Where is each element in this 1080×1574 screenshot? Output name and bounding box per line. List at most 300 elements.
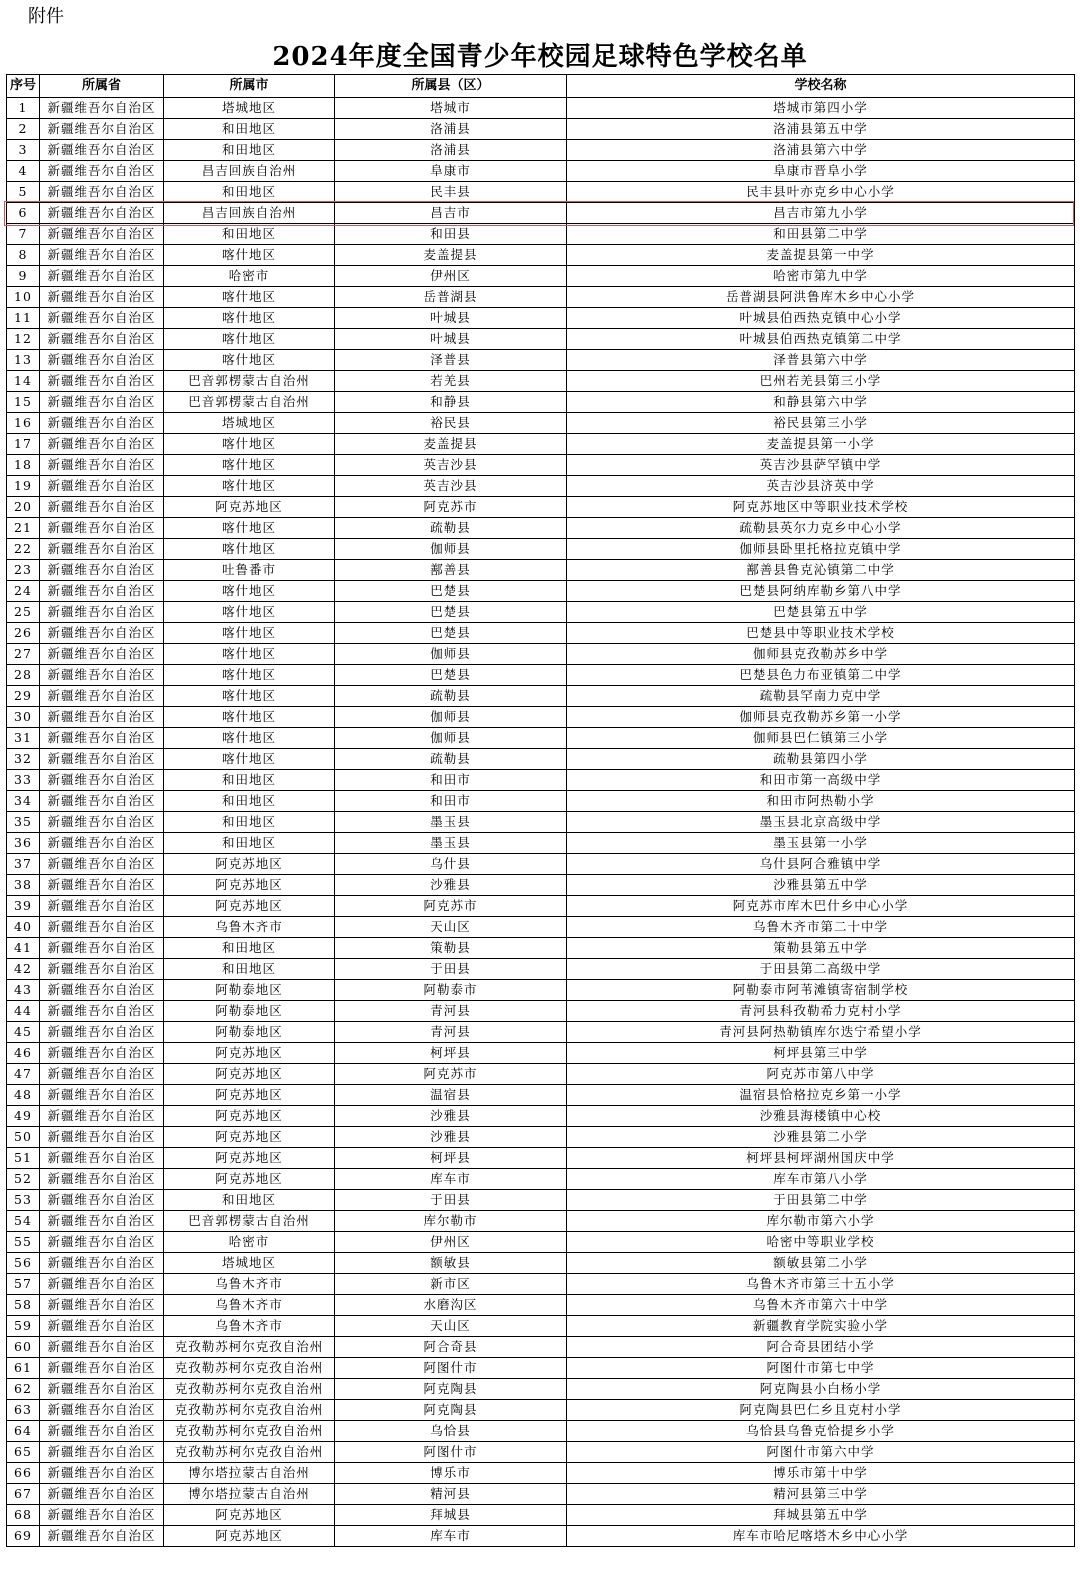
cell-school-name: 库车市哈尼喀塔木乡中心小学 (567, 1526, 1075, 1547)
table-row (7, 224, 1075, 245)
cell-index: 28 (7, 665, 40, 686)
table-row (7, 644, 1075, 665)
cell-province: 新疆维吾尔自治区 (40, 203, 164, 224)
table-row (7, 728, 1075, 749)
table-row (7, 392, 1075, 413)
table-row (7, 875, 1075, 896)
table-row (7, 308, 1075, 329)
cell-province: 新疆维吾尔自治区 (40, 350, 164, 371)
cell-county: 和田市 (335, 770, 567, 791)
cell-school-name: 昌吉市第九小学 (567, 203, 1075, 224)
table-row (7, 707, 1075, 728)
cell-province: 新疆维吾尔自治区 (40, 455, 164, 476)
table-row (7, 1400, 1075, 1421)
cell-city: 阿克苏地区 (164, 1526, 335, 1547)
cell-city: 克孜勒苏柯尔克孜自治州 (164, 1442, 335, 1463)
cell-county: 裕民县 (335, 413, 567, 434)
cell-city: 阿勒泰地区 (164, 980, 335, 1001)
cell-city: 阿克苏地区 (164, 1148, 335, 1169)
cell-city: 乌鲁木齐市 (164, 1316, 335, 1337)
cell-province: 新疆维吾尔自治区 (40, 875, 164, 896)
cell-school-name: 哈密中等职业学校 (567, 1232, 1075, 1253)
cell-county: 阿克陶县 (335, 1400, 567, 1421)
cell-county: 阜康市 (335, 161, 567, 182)
cell-school-name: 英吉沙县萨罕镇中学 (567, 455, 1075, 476)
cell-province: 新疆维吾尔自治区 (40, 1526, 164, 1547)
cell-province: 新疆维吾尔自治区 (40, 1106, 164, 1127)
cell-school-name: 青河县科孜勒希力克村小学 (567, 1001, 1075, 1022)
cell-city: 喀什地区 (164, 518, 335, 539)
cell-school-name: 柯坪县第三中学 (567, 1043, 1075, 1064)
cell-county: 新市区 (335, 1274, 567, 1295)
cell-index: 25 (7, 602, 40, 623)
cell-county: 巴楚县 (335, 665, 567, 686)
cell-county: 疏勒县 (335, 686, 567, 707)
cell-city: 喀什地区 (164, 539, 335, 560)
cell-school-name: 乌鲁木齐市第三十五小学 (567, 1274, 1075, 1295)
cell-county: 沙雅县 (335, 875, 567, 896)
table-row (7, 518, 1075, 539)
cell-county: 洛浦县 (335, 140, 567, 161)
cell-county: 巴楚县 (335, 581, 567, 602)
cell-province: 新疆维吾尔自治区 (40, 119, 164, 140)
cell-province: 新疆维吾尔自治区 (40, 1274, 164, 1295)
cell-index: 47 (7, 1064, 40, 1085)
cell-index: 59 (7, 1316, 40, 1337)
table-row (7, 329, 1075, 350)
cell-city: 阿克苏地区 (164, 1106, 335, 1127)
cell-school-name: 巴州若羌县第三小学 (567, 371, 1075, 392)
cell-school-name: 库尔勒市第六小学 (567, 1211, 1075, 1232)
cell-province: 新疆维吾尔自治区 (40, 896, 164, 917)
table-row (7, 770, 1075, 791)
cell-index: 4 (7, 161, 40, 182)
table-row (7, 98, 1075, 119)
cell-county: 于田县 (335, 959, 567, 980)
document-title: 2024年度全国青少年校园足球特色学校名单 (272, 42, 808, 72)
cell-county: 阿克陶县 (335, 1379, 567, 1400)
cell-province: 新疆维吾尔自治区 (40, 1232, 164, 1253)
cell-province: 新疆维吾尔自治区 (40, 1022, 164, 1043)
cell-province: 新疆维吾尔自治区 (40, 161, 164, 182)
cell-county: 墨玉县 (335, 812, 567, 833)
cell-province: 新疆维吾尔自治区 (40, 812, 164, 833)
cell-county: 叶城县 (335, 329, 567, 350)
cell-city: 喀什地区 (164, 623, 335, 644)
cell-province: 新疆维吾尔自治区 (40, 1211, 164, 1232)
header-school-name: 学校名称 (567, 75, 1075, 98)
cell-province: 新疆维吾尔自治区 (40, 1484, 164, 1505)
cell-city: 博尔塔拉蒙古自治州 (164, 1463, 335, 1484)
table-row (7, 980, 1075, 1001)
cell-city: 克孜勒苏柯尔克孜自治州 (164, 1337, 335, 1358)
cell-city: 巴音郭楞蒙古自治州 (164, 1211, 335, 1232)
cell-index: 48 (7, 1085, 40, 1106)
cell-city: 阿克苏地区 (164, 1043, 335, 1064)
table-row (7, 749, 1075, 770)
cell-province: 新疆维吾尔自治区 (40, 182, 164, 203)
cell-index: 61 (7, 1358, 40, 1379)
cell-school-name: 柯坪县柯坪湖州国庆中学 (567, 1148, 1075, 1169)
cell-index: 9 (7, 266, 40, 287)
cell-province: 新疆维吾尔自治区 (40, 287, 164, 308)
cell-province: 新疆维吾尔自治区 (40, 1295, 164, 1316)
cell-school-name: 博乐市第十中学 (567, 1463, 1075, 1484)
cell-city: 乌鲁木齐市 (164, 1274, 335, 1295)
cell-city: 克孜勒苏柯尔克孜自治州 (164, 1421, 335, 1442)
cell-index: 23 (7, 560, 40, 581)
cell-index: 7 (7, 224, 40, 245)
cell-county: 阿克苏市 (335, 1064, 567, 1085)
cell-city: 阿克苏地区 (164, 497, 335, 518)
cell-school-name: 策勒县第五中学 (567, 938, 1075, 959)
cell-school-name: 伽师县克孜勒苏乡中学 (567, 644, 1075, 665)
cell-county: 青河县 (335, 1022, 567, 1043)
cell-index: 43 (7, 980, 40, 1001)
cell-province: 新疆维吾尔自治区 (40, 1043, 164, 1064)
cell-county: 库尔勒市 (335, 1211, 567, 1232)
cell-city: 喀什地区 (164, 707, 335, 728)
cell-county: 和田市 (335, 791, 567, 812)
cell-province: 新疆维吾尔自治区 (40, 224, 164, 245)
cell-city: 喀什地区 (164, 728, 335, 749)
table-header-row (7, 75, 1075, 98)
table-row (7, 581, 1075, 602)
table-row (7, 1442, 1075, 1463)
table-row (7, 917, 1075, 938)
table-row (7, 119, 1075, 140)
cell-city: 塔城地区 (164, 98, 335, 119)
cell-province: 新疆维吾尔自治区 (40, 1001, 164, 1022)
cell-school-name: 叶城县伯西热克镇第二中学 (567, 329, 1075, 350)
cell-city: 昌吉回族自治州 (164, 203, 335, 224)
cell-index: 51 (7, 1148, 40, 1169)
cell-index: 6 (7, 203, 40, 224)
cell-province: 新疆维吾尔自治区 (40, 791, 164, 812)
cell-city: 和田地区 (164, 119, 335, 140)
cell-city: 和田地区 (164, 833, 335, 854)
table-row (7, 1022, 1075, 1043)
table-row (7, 1064, 1075, 1085)
header-index: 序号 (7, 75, 40, 98)
table-row (7, 686, 1075, 707)
cell-school-name: 和田市阿热勒小学 (567, 791, 1075, 812)
cell-school-name: 巴楚县第五中学 (567, 602, 1075, 623)
cell-index: 54 (7, 1211, 40, 1232)
cell-index: 11 (7, 308, 40, 329)
table-row (7, 1211, 1075, 1232)
cell-index: 15 (7, 392, 40, 413)
cell-city: 阿克苏地区 (164, 875, 335, 896)
cell-city: 阿克苏地区 (164, 854, 335, 875)
cell-city: 喀什地区 (164, 644, 335, 665)
cell-county: 水磨沟区 (335, 1295, 567, 1316)
cell-city: 喀什地区 (164, 665, 335, 686)
cell-county: 麦盖提县 (335, 245, 567, 266)
table-row (7, 833, 1075, 854)
table-row (7, 623, 1075, 644)
cell-county: 乌恰县 (335, 1421, 567, 1442)
table-row (7, 287, 1075, 308)
cell-county: 额敏县 (335, 1253, 567, 1274)
cell-province: 新疆维吾尔自治区 (40, 1442, 164, 1463)
cell-province: 新疆维吾尔自治区 (40, 854, 164, 875)
cell-index: 20 (7, 497, 40, 518)
cell-county: 鄯善县 (335, 560, 567, 581)
cell-school-name: 巴楚县阿纳库勒乡第八中学 (567, 581, 1075, 602)
cell-city: 哈密市 (164, 1232, 335, 1253)
cell-county: 沙雅县 (335, 1106, 567, 1127)
table-row (7, 161, 1075, 182)
cell-county: 伽师县 (335, 728, 567, 749)
table-row (7, 959, 1075, 980)
table-row (7, 413, 1075, 434)
cell-index: 37 (7, 854, 40, 875)
table-row (7, 1253, 1075, 1274)
cell-index: 41 (7, 938, 40, 959)
cell-province: 新疆维吾尔自治区 (40, 686, 164, 707)
cell-index: 58 (7, 1295, 40, 1316)
table-row (7, 539, 1075, 560)
cell-school-name: 洛浦县第六中学 (567, 140, 1075, 161)
cell-county: 伊州区 (335, 1232, 567, 1253)
cell-school-name: 墨玉县北京高级中学 (567, 812, 1075, 833)
cell-school-name: 阿克陶县巴仁乡且克村小学 (567, 1400, 1075, 1421)
cell-school-name: 巴楚县中等职业技术学校 (567, 623, 1075, 644)
cell-index: 8 (7, 245, 40, 266)
cell-province: 新疆维吾尔自治区 (40, 1253, 164, 1274)
cell-index: 39 (7, 896, 40, 917)
table-row (7, 1232, 1075, 1253)
cell-city: 喀什地区 (164, 686, 335, 707)
cell-school-name: 阿克苏市库木巴什乡中心小学 (567, 896, 1075, 917)
cell-index: 27 (7, 644, 40, 665)
cell-province: 新疆维吾尔自治区 (40, 1064, 164, 1085)
cell-school-name: 乌什县阿合雅镇中学 (567, 854, 1075, 875)
cell-school-name: 温宿县恰格拉克乡第一小学 (567, 1085, 1075, 1106)
cell-index: 63 (7, 1400, 40, 1421)
table-row (7, 1043, 1075, 1064)
table-row (7, 791, 1075, 812)
cell-province: 新疆维吾尔自治区 (40, 434, 164, 455)
table-row (7, 854, 1075, 875)
cell-county: 柯坪县 (335, 1148, 567, 1169)
cell-county: 疏勒县 (335, 518, 567, 539)
table-row (7, 497, 1075, 518)
cell-index: 52 (7, 1169, 40, 1190)
header-city: 所属市 (164, 75, 335, 98)
cell-school-name: 和田市第一高级中学 (567, 770, 1075, 791)
cell-school-name: 民丰县叶亦克乡中心小学 (567, 182, 1075, 203)
cell-province: 新疆维吾尔自治区 (40, 371, 164, 392)
cell-index: 65 (7, 1442, 40, 1463)
table-row (7, 1316, 1075, 1337)
cell-city: 阿克苏地区 (164, 1127, 335, 1148)
cell-school-name: 沙雅县第二小学 (567, 1127, 1075, 1148)
table-row (7, 1337, 1075, 1358)
cell-county: 阿克苏市 (335, 497, 567, 518)
cell-city: 巴音郭楞蒙古自治州 (164, 392, 335, 413)
cell-province: 新疆维吾尔自治区 (40, 308, 164, 329)
cell-province: 新疆维吾尔自治区 (40, 1358, 164, 1379)
cell-index: 19 (7, 476, 40, 497)
cell-city: 和田地区 (164, 812, 335, 833)
cell-school-name: 岳普湖县阿洪鲁库木乡中心小学 (567, 287, 1075, 308)
table-row (7, 1463, 1075, 1484)
cell-index: 45 (7, 1022, 40, 1043)
cell-province: 新疆维吾尔自治区 (40, 476, 164, 497)
cell-province: 新疆维吾尔自治区 (40, 959, 164, 980)
cell-county: 英吉沙县 (335, 455, 567, 476)
cell-city: 喀什地区 (164, 350, 335, 371)
cell-county: 民丰县 (335, 182, 567, 203)
cell-school-name: 疏勒县第四小学 (567, 749, 1075, 770)
cell-index: 3 (7, 140, 40, 161)
cell-school-name: 裕民县第三小学 (567, 413, 1075, 434)
cell-school-name: 乌鲁木齐市第六十中学 (567, 1295, 1075, 1316)
cell-county: 巴楚县 (335, 602, 567, 623)
cell-school-name: 伽师县卧里托格拉克镇中学 (567, 539, 1075, 560)
table-row (7, 203, 1075, 224)
cell-city: 乌鲁木齐市 (164, 1295, 335, 1316)
cell-county: 温宿县 (335, 1085, 567, 1106)
cell-index: 42 (7, 959, 40, 980)
cell-school-name: 新疆教育学院实验小学 (567, 1316, 1075, 1337)
cell-city: 阿克苏地区 (164, 1085, 335, 1106)
table-row (7, 1106, 1075, 1127)
cell-index: 1 (7, 98, 40, 119)
cell-province: 新疆维吾尔自治区 (40, 1127, 164, 1148)
cell-index: 31 (7, 728, 40, 749)
table-row (7, 1148, 1075, 1169)
cell-county: 乌什县 (335, 854, 567, 875)
cell-city: 喀什地区 (164, 308, 335, 329)
cell-county: 阿勒泰市 (335, 980, 567, 1001)
cell-city: 和田地区 (164, 182, 335, 203)
cell-county: 阿图什市 (335, 1358, 567, 1379)
cell-city: 博尔塔拉蒙古自治州 (164, 1484, 335, 1505)
cell-province: 新疆维吾尔自治区 (40, 1148, 164, 1169)
cell-county: 柯坪县 (335, 1043, 567, 1064)
cell-county: 洛浦县 (335, 119, 567, 140)
cell-index: 62 (7, 1379, 40, 1400)
table-row (7, 1169, 1075, 1190)
table-row (7, 1274, 1075, 1295)
cell-province: 新疆维吾尔自治区 (40, 917, 164, 938)
cell-province: 新疆维吾尔自治区 (40, 140, 164, 161)
cell-city: 喀什地区 (164, 476, 335, 497)
cell-index: 60 (7, 1337, 40, 1358)
cell-province: 新疆维吾尔自治区 (40, 833, 164, 854)
cell-province: 新疆维吾尔自治区 (40, 665, 164, 686)
cell-index: 68 (7, 1505, 40, 1526)
table-row (7, 371, 1075, 392)
cell-province: 新疆维吾尔自治区 (40, 1421, 164, 1442)
cell-county: 疏勒县 (335, 749, 567, 770)
cell-school-name: 和田县第二中学 (567, 224, 1075, 245)
cell-school-name: 沙雅县第五中学 (567, 875, 1075, 896)
cell-province: 新疆维吾尔自治区 (40, 329, 164, 350)
cell-province: 新疆维吾尔自治区 (40, 728, 164, 749)
cell-city: 阿克苏地区 (164, 896, 335, 917)
cell-index: 67 (7, 1484, 40, 1505)
cell-school-name: 麦盖提县第一小学 (567, 434, 1075, 455)
cell-index: 14 (7, 371, 40, 392)
cell-city: 和田地区 (164, 938, 335, 959)
cell-school-name: 叶城县伯西热克镇中心小学 (567, 308, 1075, 329)
cell-index: 24 (7, 581, 40, 602)
table-row (7, 350, 1075, 371)
table-row (7, 1505, 1075, 1526)
cell-county: 伊州区 (335, 266, 567, 287)
cell-index: 66 (7, 1463, 40, 1484)
cell-index: 29 (7, 686, 40, 707)
header-province: 所属省 (40, 75, 164, 98)
cell-index: 10 (7, 287, 40, 308)
table-row (7, 182, 1075, 203)
cell-county: 和静县 (335, 392, 567, 413)
cell-school-name: 阜康市晋阜小学 (567, 161, 1075, 182)
cell-province: 新疆维吾尔自治区 (40, 1337, 164, 1358)
cell-school-name: 沙雅县海楼镇中心校 (567, 1106, 1075, 1127)
cell-school-name: 疏勒县罕南力克中学 (567, 686, 1075, 707)
cell-city: 和田地区 (164, 1190, 335, 1211)
cell-city: 塔城地区 (164, 413, 335, 434)
cell-province: 新疆维吾尔自治区 (40, 266, 164, 287)
cell-city: 喀什地区 (164, 602, 335, 623)
cell-school-name: 拜城县第五中学 (567, 1505, 1075, 1526)
table-row (7, 1358, 1075, 1379)
cell-city: 塔城地区 (164, 1253, 335, 1274)
cell-city: 喀什地区 (164, 455, 335, 476)
cell-county: 阿图什市 (335, 1442, 567, 1463)
cell-province: 新疆维吾尔自治区 (40, 1505, 164, 1526)
cell-index: 57 (7, 1274, 40, 1295)
cell-province: 新疆维吾尔自治区 (40, 1169, 164, 1190)
cell-county: 墨玉县 (335, 833, 567, 854)
cell-province: 新疆维吾尔自治区 (40, 539, 164, 560)
cell-province: 新疆维吾尔自治区 (40, 497, 164, 518)
cell-school-name: 阿勒泰市阿苇滩镇寄宿制学校 (567, 980, 1075, 1001)
cell-index: 36 (7, 833, 40, 854)
cell-school-name: 乌恰县乌鲁克恰提乡小学 (567, 1421, 1075, 1442)
cell-index: 56 (7, 1253, 40, 1274)
table-row (7, 665, 1075, 686)
cell-county: 库车市 (335, 1169, 567, 1190)
cell-county: 泽普县 (335, 350, 567, 371)
cell-school-name: 阿合奇县团结小学 (567, 1337, 1075, 1358)
cell-county: 拜城县 (335, 1505, 567, 1526)
table-row (7, 1421, 1075, 1442)
cell-county: 伽师县 (335, 539, 567, 560)
cell-province: 新疆维吾尔自治区 (40, 770, 164, 791)
cell-index: 38 (7, 875, 40, 896)
cell-province: 新疆维吾尔自治区 (40, 581, 164, 602)
cell-school-name: 墨玉县第一小学 (567, 833, 1075, 854)
cell-county: 和田县 (335, 224, 567, 245)
cell-county: 策勒县 (335, 938, 567, 959)
cell-school-name: 库车市第八小学 (567, 1169, 1075, 1190)
cell-province: 新疆维吾尔自治区 (40, 623, 164, 644)
cell-index: 16 (7, 413, 40, 434)
cell-county: 阿克苏市 (335, 896, 567, 917)
cell-index: 64 (7, 1421, 40, 1442)
cell-index: 26 (7, 623, 40, 644)
cell-province: 新疆维吾尔自治区 (40, 413, 164, 434)
cell-province: 新疆维吾尔自治区 (40, 707, 164, 728)
cell-province: 新疆维吾尔自治区 (40, 560, 164, 581)
table-row (7, 1526, 1075, 1547)
